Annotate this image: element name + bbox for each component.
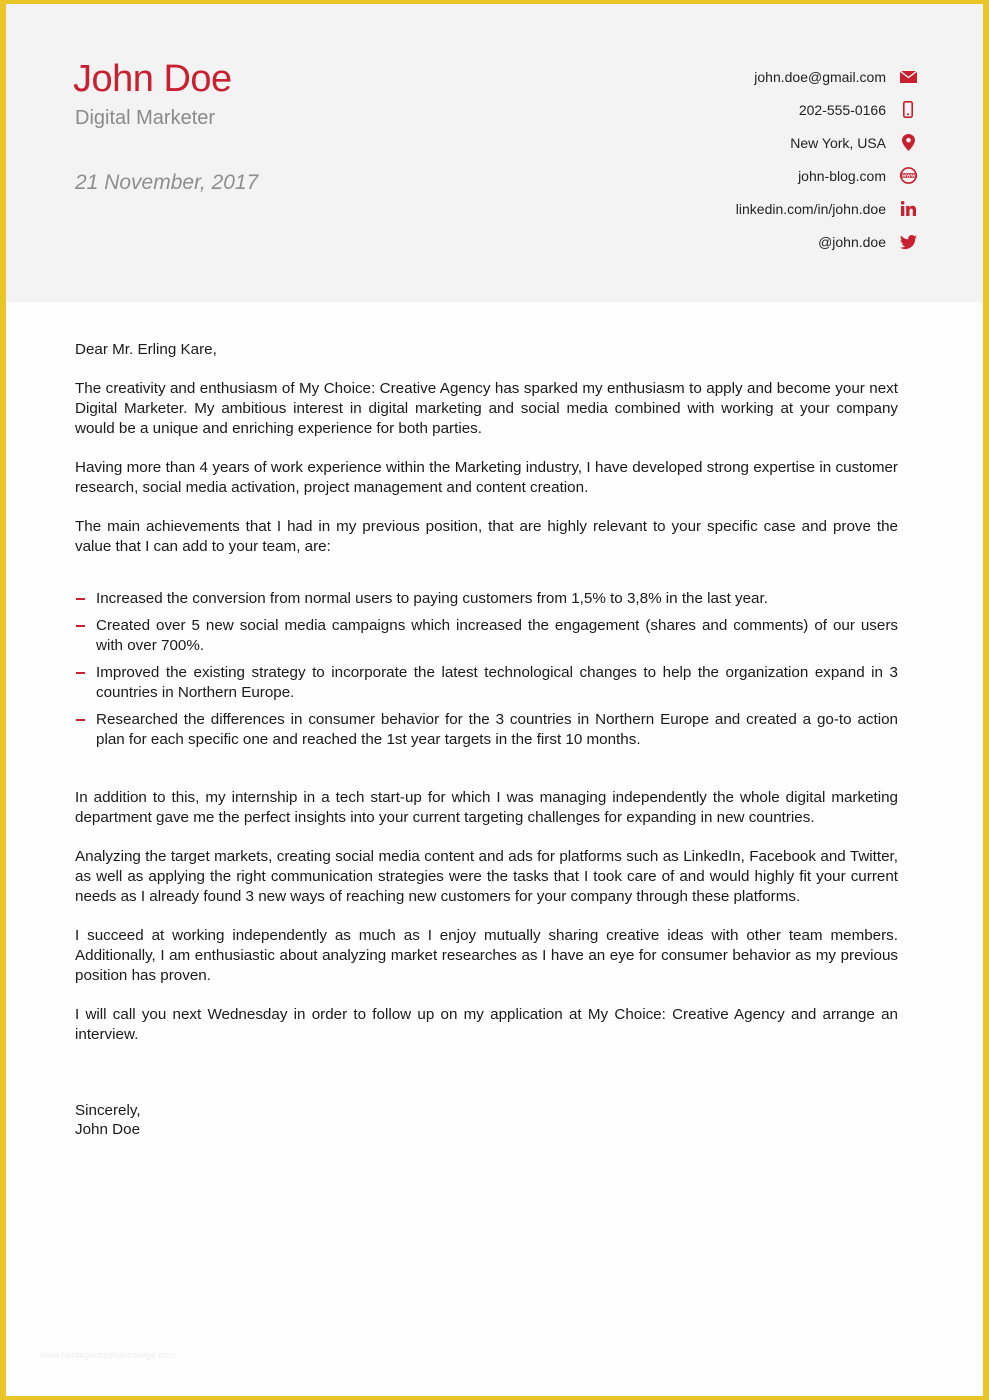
achievements-intro-paragraph: The main achievements that I had in my previous position, that are highly relevant to your specific case and prove the value that I can add to your team, are: [75,518,898,555]
letter-header [6,4,983,302]
contact-phone[interactable] [736,93,917,126]
contact-website[interactable] [736,159,917,192]
achievement-text: Improved the existing strategy to incorporate the latest technological changes to help the organization expand in 3 countries in Northern Europe. [96,664,898,701]
contact-phone-text[interactable]: 202-555-0166 [798,101,886,118]
phone-icon [899,101,917,119]
independence-paragraph: I succeed at working independently as much as I enjoy mutually sharing creative ideas with other team members. Additionally, I am enthusiastic about analyzing market researches as I have an eye for consumer behavior as my previous position has proven. [75,927,898,984]
experience-paragraph: Having more than 4 years of work experience within the Marketing industry, I have developed strong expertise in customer research, social media activation, project management and content creation. [75,459,898,496]
achievement-text: Increased the conversion from normal users to paying customers from 1,5% to 3,8% in the last year. [96,590,768,607]
watermark: www.heritagechristiancollege.com [40,1350,176,1360]
letter-date: 21 November, 2017 [75,171,259,194]
globe-www-icon [899,167,917,185]
letter-body [75,340,898,1139]
applicant-name: John Doe [73,58,232,100]
list-item [75,589,898,609]
achievement-text: Created over 5 new social media campaigns which increased the engagement (shares and comments) of our users with over 700%. [96,617,898,654]
achievements-list [75,589,898,750]
contact-list [736,60,917,258]
contact-linkedin-text[interactable]: linkedin.com/in/john.doe [735,200,886,217]
closing-block [75,1101,898,1139]
envelope-icon [899,68,917,86]
achievement-text: Researched the differences in consumer behavior for the 3 countries in Northern Europe and created a go-to action plan for each specific one and reached the 1st year targets in the first 10 months. [96,711,898,748]
contact-location[interactable] [736,126,917,159]
letter-page [6,4,983,1396]
contact-linkedin[interactable] [736,192,917,225]
contact-location-text[interactable]: New York, USA [790,134,886,151]
contact-twitter-text[interactable]: @john.doe [818,233,886,250]
closing-phrase: Sincerely, [75,1102,141,1119]
linkedin-icon [899,200,917,218]
dash-bullet-icon [76,719,85,721]
dash-bullet-icon [76,598,85,600]
list-item [75,710,898,750]
dash-bullet-icon [76,672,85,674]
applicant-role: Digital Marketer [75,107,216,129]
intro-paragraph: The creativity and enthusiasm of My Choice: Creative Agency has sparked my enthusiasm to apply and become your next Digital Marketer. My ambitious interest in digital marketing and social media combined with working at your company would be a unique and enriching experience for both parties. [75,380,898,437]
list-item [75,663,898,703]
contact-email[interactable] [736,60,917,93]
contact-website-text[interactable]: john-blog.com [798,167,886,184]
salutation: Dear Mr. Erling Kare, [75,341,217,358]
internship-paragraph: In addition to this, my internship in a tech start-up for which I was managing independently the whole digital marketing department gave me the perfect insights into your current targeting challenges for expanding in new countries. [75,789,898,826]
twitter-icon [899,233,917,251]
contact-email-text[interactable]: john.doe@gmail.com [754,68,886,85]
map-pin-icon [899,134,917,152]
list-item [75,616,898,656]
contact-twitter[interactable] [736,225,917,258]
follow-up-paragraph: I will call you next Wednesday in order to follow up on my application at My Choice: Creative Agency and arrange an interview. [75,1006,898,1043]
market-analysis-paragraph: Analyzing the target markets, creating social media content and ads for platforms such as LinkedIn, Facebook and Twitter, as well as applying the right communication strategies were the tasks that I took care of and would highly fit your current needs as I already found 3 new ways of reaching new customers for your company through these platforms. [75,848,898,905]
dash-bullet-icon [76,625,85,627]
signature-name: John Doe [75,1121,141,1138]
